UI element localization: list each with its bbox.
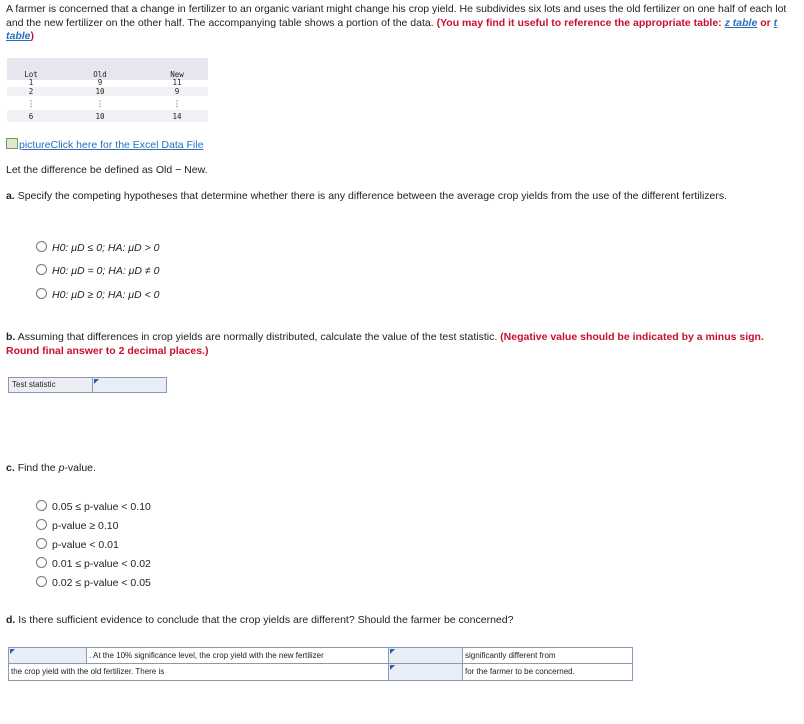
hypothesis-option-3[interactable]	[36, 288, 159, 302]
part-d-text-3: the crop yield with the old fertilizer. There is	[8, 663, 389, 681]
radio-button[interactable]	[36, 500, 47, 511]
radio-button[interactable]	[36, 264, 47, 275]
table-row	[7, 87, 208, 96]
cell-lot: 1	[28, 78, 34, 87]
significance-dropdown[interactable]	[388, 647, 463, 664]
table-row	[7, 78, 208, 87]
flag-icon	[390, 649, 395, 654]
part-d-text-1: . At the 10% significance level, the crop yield with the new fertilizer	[86, 647, 389, 664]
pvalue-option-2[interactable]	[36, 519, 118, 533]
cell-old: 9	[97, 78, 103, 87]
radio-button[interactable]	[36, 288, 47, 299]
radio-button[interactable]	[36, 241, 47, 252]
part-d-text-2: significantly different from	[462, 647, 633, 664]
option-text: 0.05 ≤ p-value < 0.10	[52, 501, 151, 513]
part-d-text-4: for the farmer to be concerned.	[462, 663, 633, 681]
part-a-label: a.	[6, 190, 15, 202]
cell-new: 11	[172, 78, 182, 87]
part-a-text: Specify the competing hypotheses that determine whether there is any difference between the average crop yields from the use of the different fertilizers.	[17, 190, 728, 202]
part-c-pre: Find the	[17, 462, 56, 474]
part-c-italic: p	[58, 462, 65, 474]
cell-new: 14	[172, 112, 182, 121]
difference-definition: Let the difference be defined as Old − New.	[6, 164, 208, 176]
cell-lot: 6	[28, 112, 34, 121]
t-table-link[interactable]: t table	[6, 16, 778, 42]
test-statistic-input[interactable]	[92, 377, 167, 393]
flag-icon	[390, 665, 395, 670]
part-b-text: Assuming that differences in crop yields are normally distributed, calculate the value of the test statistic.	[17, 331, 498, 343]
cell-old: 10	[95, 112, 105, 121]
cell-old: ⋮	[96, 99, 104, 108]
cell-lot: 2	[28, 87, 34, 96]
data-table	[7, 58, 208, 122]
part-d-label: d.	[6, 614, 16, 626]
excel-data-link[interactable]	[6, 138, 203, 151]
option-text: p-value ≥ 0.10	[52, 520, 119, 532]
option-text: H0: μD ≥ 0; HA: μD < 0	[52, 289, 160, 301]
option-text: 0.01 ≤ p-value < 0.02	[52, 558, 151, 570]
part-b-question	[6, 331, 786, 358]
hypothesis-option-2[interactable]	[36, 264, 159, 278]
test-statistic-label: Test statistic	[8, 377, 93, 393]
flag-icon	[94, 379, 99, 384]
hint-or: or	[760, 16, 771, 29]
header-new: New	[170, 70, 184, 79]
header-old: Old	[93, 70, 107, 79]
table-row	[7, 96, 208, 110]
radio-button[interactable]	[36, 576, 47, 587]
excel-link-text[interactable]: pictureClick here for the Excel Data File	[19, 139, 204, 151]
option-text: H0: μD = 0; HA: μD ≠ 0	[52, 265, 160, 277]
part-c-question	[6, 462, 786, 476]
flag-icon	[10, 649, 15, 654]
hint-end: )	[30, 30, 35, 42]
pvalue-option-4[interactable]	[36, 557, 151, 571]
part-d-text: Is there sufficient evidence to conclude that the crop yields are different? Should the farmer be concerned?	[18, 614, 514, 626]
picture-icon	[6, 138, 18, 149]
cell-new: ⋮	[173, 99, 181, 108]
part-c-label: c.	[6, 462, 15, 474]
radio-button[interactable]	[36, 538, 47, 549]
cell-lot: ⋮	[27, 99, 35, 108]
part-b-label: b.	[6, 331, 16, 343]
hypothesis-option-1[interactable]	[36, 241, 159, 255]
part-d-question	[6, 614, 786, 628]
concern-dropdown[interactable]	[388, 663, 463, 681]
z-table-link[interactable]: z table	[724, 16, 758, 29]
pvalue-option-3[interactable]	[36, 538, 119, 552]
radio-button[interactable]	[36, 557, 47, 568]
part-b-hint: (Negative value should be indicated by a minus sign. Round final answer to 2 decimal places.)	[6, 331, 764, 357]
header-lot: Lot	[24, 70, 38, 79]
part-c-post: -value.	[64, 462, 96, 474]
pvalue-option-5[interactable]	[36, 576, 151, 590]
evidence-dropdown[interactable]	[8, 647, 87, 664]
radio-button[interactable]	[36, 519, 47, 530]
table-row	[7, 110, 208, 122]
problem-intro	[6, 3, 796, 44]
pvalue-option-1[interactable]	[36, 500, 151, 514]
option-text: 0.02 ≤ p-value < 0.05	[52, 577, 151, 589]
cell-old: 10	[95, 87, 105, 96]
cell-new: 9	[174, 87, 180, 96]
part-a-question	[6, 190, 786, 204]
hint-start: (You may find it useful to reference the appropriate table:	[436, 16, 722, 29]
option-text: p-value < 0.01	[52, 539, 119, 551]
data-table-header	[7, 58, 208, 80]
intro-text: A farmer is concerned that a change in fertilizer to an organic variant might change his crop yield. He subdivides six lots and uses the old fertilizer on one half of each lot and the new fertilizer on the other half. The accompanying table shows a portion of the data.	[6, 3, 787, 29]
option-text: H0: μD ≤ 0; HA: μD > 0	[52, 242, 160, 254]
